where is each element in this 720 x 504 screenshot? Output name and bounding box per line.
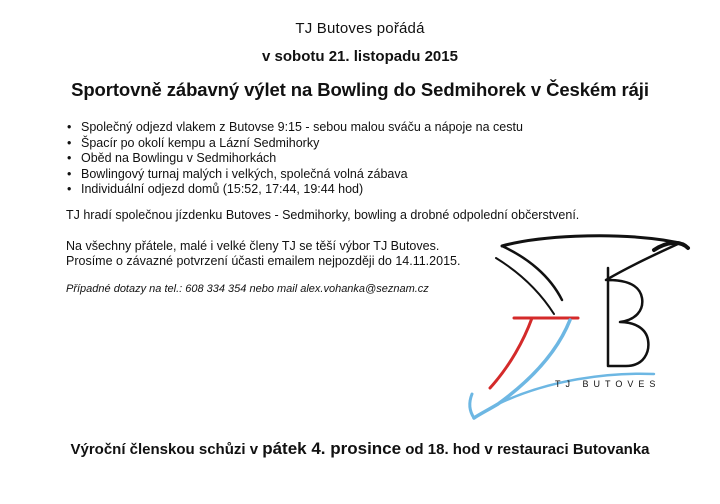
logo-s-stroke bbox=[496, 258, 554, 314]
footer-text-1: Výroční členskou schůzi v bbox=[70, 441, 263, 458]
footer-date: pátek 4. prosince bbox=[262, 439, 402, 458]
logo-arc bbox=[606, 243, 680, 280]
program-item: • Bowlingový turnaj malých i velkých, společná volná zábava bbox=[66, 167, 523, 183]
organizer-line: TJ Butoves pořádá bbox=[295, 20, 425, 37]
logo-b-letter bbox=[608, 268, 648, 366]
program-list bbox=[66, 120, 523, 198]
invite-line-1: Na všechny přátele, malé i velké členy TJ se těší výbor TJ Butoves. bbox=[66, 239, 440, 253]
logo-caption: TJ BUTOVES bbox=[555, 379, 661, 389]
logo-j-hook bbox=[470, 394, 474, 418]
program-item: • Oběd na Bowlingu v Sedmihorkách bbox=[66, 151, 523, 167]
footer-text-2: od 18. hod v restauraci Butovanka bbox=[401, 441, 650, 458]
logo-swoosh bbox=[502, 236, 680, 246]
program-item: • Špacír po okolí kempu a Lázní Sedmihorky bbox=[66, 136, 523, 152]
ticket-info: TJ hradí společnou jízdenku Butoves - Sedmihorky, bowling a drobné odpolední občerstvení. bbox=[66, 208, 580, 222]
event-title: Sportovně zábavný výlet na Bowling do Sedmihorek v Českém ráji bbox=[71, 79, 649, 100]
program-item: • Individuální odjezd domů (15:52, 17:44, 19:44 hod) bbox=[66, 182, 523, 198]
invite-line-2: Prosíme o závazné potvrzení účasti emailem nejpozději do 14.11.2015. bbox=[66, 254, 461, 268]
logo-s-stroke bbox=[502, 246, 562, 300]
annual-meeting-notice bbox=[0, 439, 720, 459]
tj-butoves-logo bbox=[458, 228, 698, 424]
logo-t-stem-red bbox=[490, 318, 532, 388]
program-item: • Společný odjezd vlakem z Butovse 9:15 - sebou malou sváču a nápoje na cestu bbox=[66, 120, 523, 136]
contact-info: Případné dotazy na tel.: 608 334 354 nebo mail alex.vohanka@seznam.cz bbox=[66, 283, 429, 295]
event-date: v sobotu 21. listopadu 2015 bbox=[262, 48, 458, 65]
logo-j-stroke bbox=[474, 320, 570, 418]
